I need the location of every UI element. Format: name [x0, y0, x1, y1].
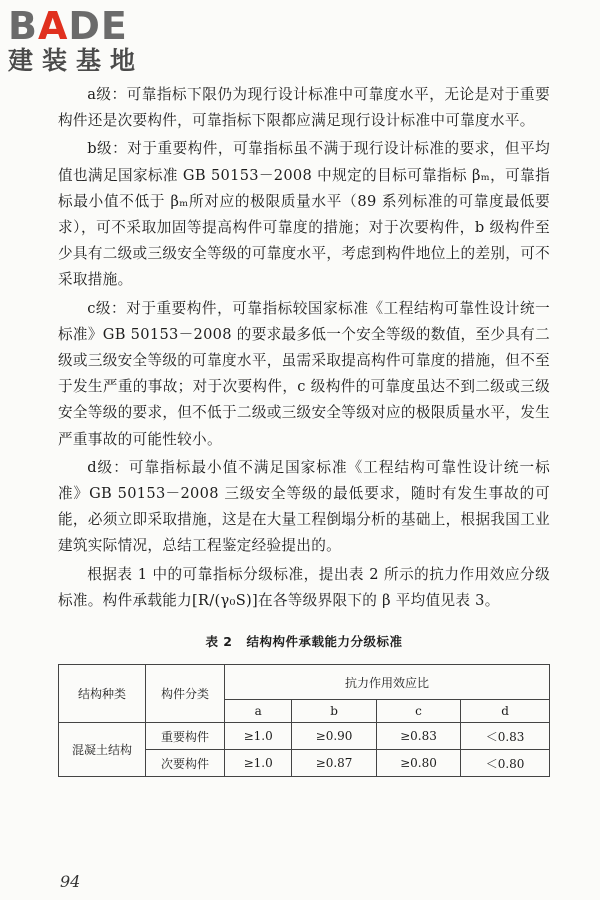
- capacity-grade-table: [58, 664, 550, 777]
- table-caption-number: 表 2: [205, 634, 233, 650]
- cell-value: ≥0.87: [292, 750, 376, 777]
- logo-letters-de: DE: [68, 4, 128, 48]
- table-header-row: [59, 665, 550, 700]
- header-grade-d: d: [461, 700, 550, 723]
- cell-value: ≥0.83: [376, 723, 460, 750]
- header-structure-type: 结构种类: [59, 665, 146, 723]
- paragraph-grade-a: a级：可靠指标下限仍为现行设计标准中可靠度水平，无论是对于重要构件还是次要构件，可靠指标下限都应满足现行设计标准中可靠度水平。: [58, 86, 550, 130]
- header-member-class: 构件分类: [146, 665, 225, 723]
- paragraph-grade-b: b级：对于重要构件，可靠指标虽不满于现行设计标准的要求，但平均值也满足国家标准 GB 50153－2008 中规定的目标可靠指标 βₘ，可靠指标最小值不低于 βₘ所对应的极限质量水平（89 系列标准的可靠度最低要求），可不采取加固等提高构件可靠度的措施；对于次要构件，b 级构件至少具有二级或三级安全等级的可靠度水平，考虑到构件地位上的差别，可不采取措施。: [58, 140, 550, 289]
- header-ratio-group: 抗力作用效应比: [225, 665, 550, 700]
- cell-structure-name: 混凝土结构: [59, 723, 146, 777]
- logo-letter-b: B: [8, 4, 38, 48]
- header-grade-c: c: [376, 700, 460, 723]
- cell-member-class: 重要构件: [146, 723, 225, 750]
- cell-value: ≥0.80: [376, 750, 460, 777]
- cell-value: ≥1.0: [225, 723, 292, 750]
- cell-value: ≥1.0: [225, 750, 292, 777]
- cell-member-class: 次要构件: [146, 750, 225, 777]
- header-grade-b: b: [292, 700, 376, 723]
- table-caption: [58, 632, 550, 650]
- publisher-logo: [8, 4, 183, 76]
- paragraph-grade-d: d级：可靠指标最小值不满足国家标准《工程结构可靠性设计统一标准》GB 50153－2008 三级安全等级的最低要求，随时有发生事故的可能，必须立即采取措施，这是在大量工程倒塌分析的基础上，根据我国工业建筑实际情况，总结工程鉴定经验提出的。: [58, 458, 550, 555]
- cell-value: ≥0.90: [292, 723, 376, 750]
- header-grade-a: a: [225, 700, 292, 723]
- logo-subtitle: 建装基地: [8, 46, 145, 75]
- cell-value: ＜0.80: [461, 750, 550, 777]
- table-caption-title: 结构构件承载能力分级标准: [246, 634, 403, 650]
- paragraph-grade-c: c级：对于重要构件，可靠指标较国家标准《工程结构可靠性设计统一标准》GB 50153－2008 的要求最多低一个安全等级的数值，至少具有二级或三级安全等级的可靠度水平，虽需采取提高构件可靠度的措施，但不至于发生严重的事故；对于次要构件，c 级构件的可靠度虽达不到二级或三级安全等级的要求，但不低于二级或三级安全等级对应的极限质量水平，发生严重事故的可能性较小。: [58, 299, 550, 448]
- logo-letter-a-accent: A: [37, 4, 69, 48]
- page-number: 94: [60, 872, 81, 891]
- paragraph-table-intro: 根据表 1 中的可靠指标分级标准，提出表 2 所示的抗力作用效应分级标准。构件承载能力[R/(γ₀S)]在各等级界限下的 β 平均值见表 3。: [58, 565, 550, 609]
- page-body: [58, 82, 550, 777]
- table-row: [59, 723, 550, 750]
- cell-value: ＜0.83: [461, 723, 550, 750]
- logo-wordmark: [8, 4, 183, 48]
